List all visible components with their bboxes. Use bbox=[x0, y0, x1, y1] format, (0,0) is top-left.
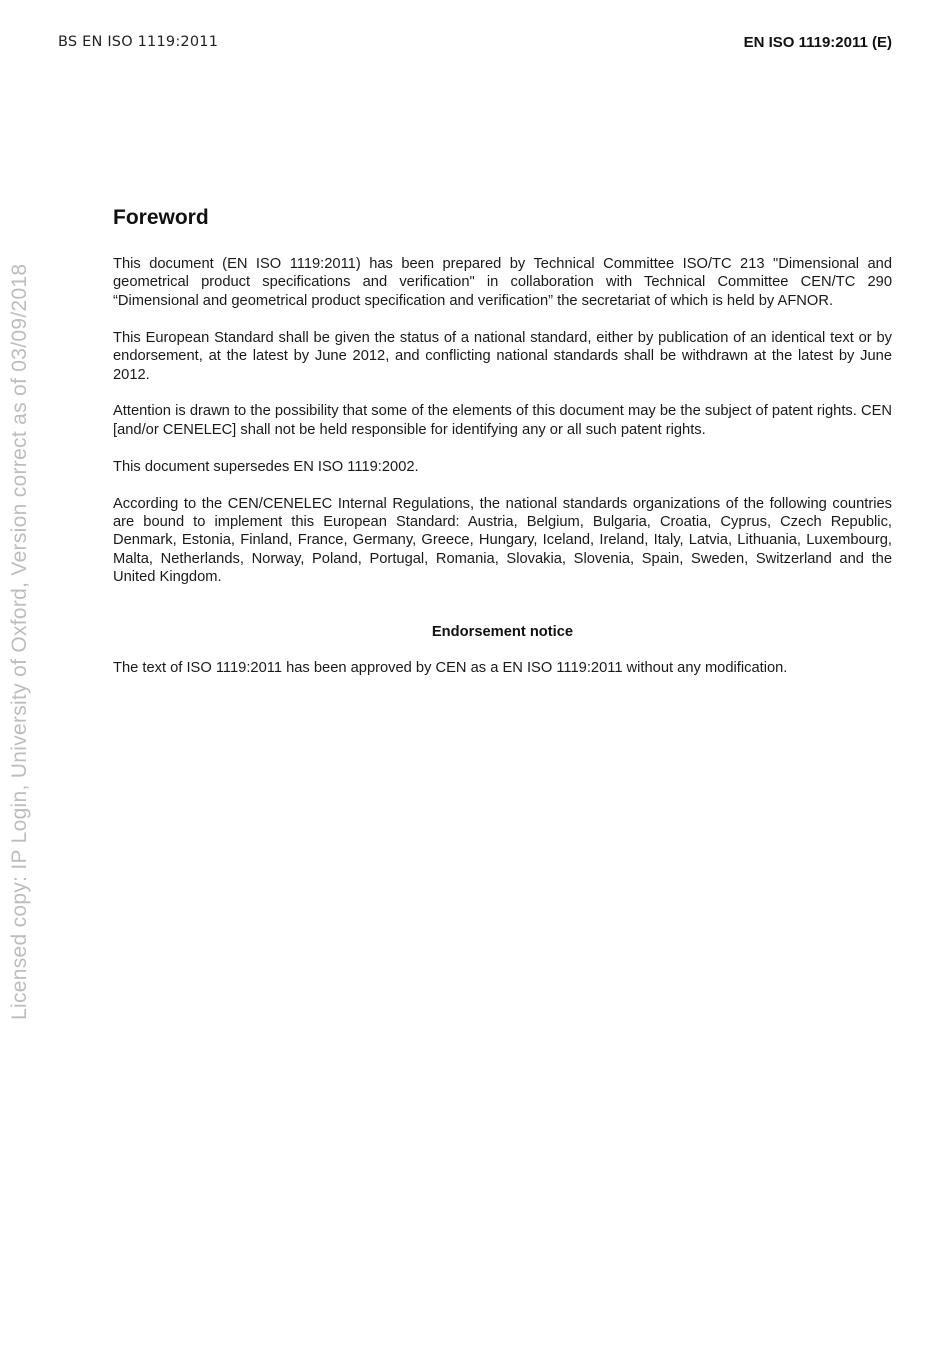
foreword-paragraph-countries: According to the CEN/CENELEC Internal Regulations, the national standards organizations of the following countries are bound to implement this European Standard: Austria, Belgium, Bulgaria, Croatia, Cyprus, Czech Republic, Denmark, Estonia, Finland, France, Germany, Greece, Hungary, Iceland, Ireland, Italy, Latvia, Lithuania, Luxembourg, Malta, Netherlands, Norway, Poland, Portugal, Romania, Slovakia, Slovenia, Spain, Sweden, Switzerland and the United Kingdom. bbox=[113, 495, 892, 586]
document-id-header: BS EN ISO 1119:2011 bbox=[58, 34, 219, 50]
endorsement-notice-heading: Endorsement notice bbox=[431, 623, 574, 640]
standard-id-header: EN ISO 1119:2011 (E) bbox=[743, 34, 892, 51]
foreword-paragraph-preparation: This document (EN ISO 1119:2011) has been prepared by Technical Committee ISO/TC 213 "Dimensional and geometrical product specifications and verification" in collaboration with Technical Committee CEN/TC 290 “Dimensional and geometrical product specification and verification” the secretariat of which is held by AFNOR. bbox=[113, 256, 892, 309]
license-watermark: Licensed copy: IP Login, University of Oxford, Version correct as of 03/09/2018 bbox=[8, 263, 31, 1020]
endorsement-notice-text: The text of ISO 1119:2011 has been approved by CEN as a EN ISO 1119:2011 without any modification. bbox=[113, 659, 788, 676]
page-content bbox=[113, 206, 892, 696]
foreword-paragraph-supersedes: This document supersedes EN ISO 1119:2002. bbox=[113, 458, 419, 475]
foreword-paragraph-patent: Attention is drawn to the possibility that some of the elements of this document may be the subject of patent rights. CEN [and/or CENELEC] shall not be held responsible for identifying any or all such patent rights. bbox=[113, 403, 892, 438]
foreword-title: Foreword bbox=[113, 206, 209, 229]
foreword-paragraph-status: This European Standard shall be given the status of a national standard, either by publication of an identical text or by endorsement, at the latest by June 2012, and conflicting national standards shall be withdrawn at the latest by June 2012. bbox=[113, 329, 892, 383]
